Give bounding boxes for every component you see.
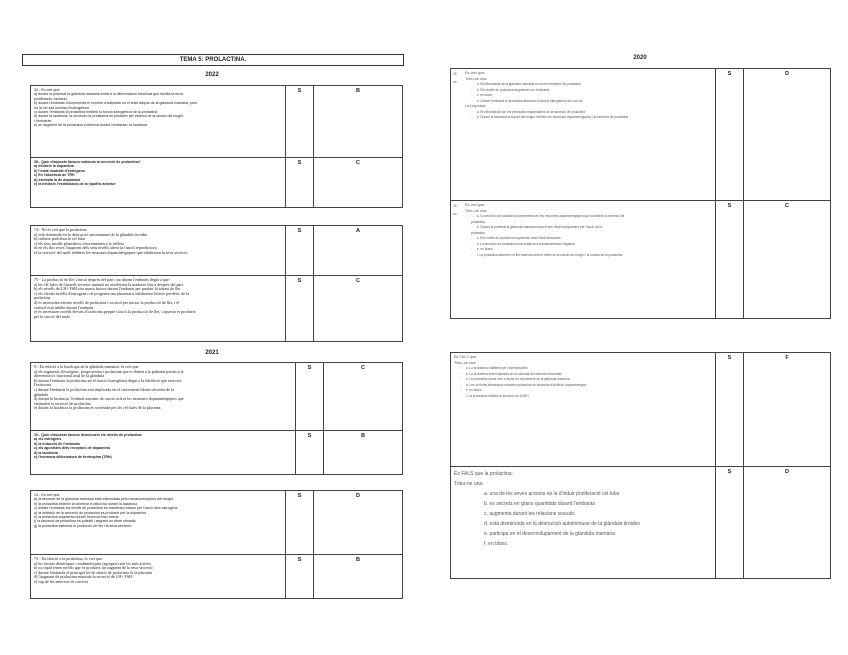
- question-text: [31, 226, 286, 276]
- questions-2020-table-a: [450, 68, 831, 319]
- status-letter: S: [296, 431, 324, 475]
- question-option: d) durant la lactància, la secreció de prolactina es produeix per estímul de la succió del mugró: [34, 114, 184, 119]
- question-row: [31, 276, 403, 342]
- question-option: prolactina: [471, 219, 485, 224]
- question-text: [31, 555, 286, 599]
- question-option: l'oxitocina: [34, 383, 52, 388]
- question-row: [31, 363, 403, 431]
- question-option: d) durant la lactància, l'estímul mecànic de succió activa les neurones dopaminèrgiques que: [34, 397, 184, 402]
- question-option: d) estimula la de dopamina: [34, 177, 81, 182]
- questions-2022-table-a: [30, 85, 403, 208]
- question-option: ○ b. Durant la lactància la succió del mugró inhibeix les neurones dopaminèrgiques i la secreció de prolactina: [465, 115, 712, 121]
- questions-2021-table-a: [30, 362, 403, 475]
- question-option: ○ e. en blanc: [465, 247, 712, 253]
- question-option: b) no ràpid tenen nivells que es produeix un augment de la seva secreció: [34, 566, 153, 571]
- question-option: ○ a. La prolactina s'allibera per l'adenohipòfisi: [454, 366, 712, 372]
- question-stem: És FALS que la prolactina:: [454, 471, 513, 477]
- question-option: ○ a. Els fibroblasts de la glàndula mamària no tenen receptors de prolactina: [465, 82, 712, 88]
- question-option: a) les cèl·lules de l'aparell secretor mamari no assoleixen la madures fins a després del part: [34, 282, 183, 287]
- question-option: d) la lactància: [34, 450, 58, 455]
- question-option: ○ c. La prolactina actua com a factor de creixement de la glàndula mamària: [454, 377, 712, 383]
- question-text: [451, 69, 716, 201]
- question-stem: 9.- En relació a la fisiologia de la glàndula mamària, és cert que:: [34, 365, 140, 369]
- question-option: i l'embaràs: [34, 118, 52, 123]
- answer-letter: D: [314, 491, 403, 555]
- question-option: Trieu-ne una:: [465, 76, 488, 81]
- question-stem: 34.- És cert que:: [34, 88, 61, 92]
- question-option: a) la secreció de la glàndula mamària està estimulada pels mecanoreceptors del mugró: [34, 497, 174, 502]
- question-row: [31, 158, 403, 208]
- questions-2022-table-b: [30, 225, 403, 342]
- question-row: [31, 555, 403, 599]
- question-option: g) la prolactina estimula la producció de llet i la seva secreció: [34, 523, 132, 528]
- status-letter: S: [286, 555, 314, 599]
- question-option: b. es secreta en grans quantitats durant l'embaràs: [484, 501, 596, 507]
- question-row: [31, 431, 403, 475]
- question-option: ○ b. Els nivells de prolactina augmenten en l'embaràs: [465, 88, 712, 94]
- question-row: [451, 467, 831, 579]
- status-letter: S: [296, 363, 324, 431]
- question-text: [31, 431, 296, 475]
- question-text: [451, 467, 716, 579]
- question-option: d) l'augment de prolactina estimula la secreció de LH i FSH: [34, 575, 133, 580]
- answer-letter: D: [744, 69, 831, 201]
- question-option: ○ b. La prolactina està implicada en la cascada del sistema immunitari: [454, 372, 712, 378]
- status-letter: S: [286, 158, 314, 208]
- question-option: ○ a. La secreció de prolactina s'incrementa en les neurones dopaminèrgiques que controlen la secreció de: [465, 214, 712, 220]
- question-option: c. augmenta durant les relacions sexuals: [484, 511, 575, 517]
- question-option: prolactina: [471, 230, 485, 235]
- question-option: La resposta:: [465, 104, 486, 108]
- answer-letter: C: [314, 276, 403, 342]
- question-option: no la cèl·lula luminal d'estrogènica: [34, 105, 89, 110]
- question-option: d) en els dos sexes l'augment dels seus nivells altera la funció reproductora: [34, 246, 157, 251]
- question-option: e) durant la lactància la prolactina és secretada per les cèl·lules de la placenta: [34, 406, 161, 411]
- question-option: c) durant l'embaràs la prolactina inhibeix la funció luteogènica de la prolactina: [34, 110, 158, 115]
- question-option: d) es necessiten elevats nivells de prolactina i cortisol per iniciar la producció de llet, i el: [34, 300, 180, 305]
- question-option: e) la prolactina augmenta durant l'exercici físic intens: [34, 515, 119, 520]
- question-number-tag: sic: [453, 212, 457, 216]
- status-letter: S: [716, 201, 744, 319]
- question-option: c) durant l'embaràs el principal fre de síntesi de prolactina és la placenta: [34, 570, 153, 575]
- question-stem: 10.- Quin d'aquests factors disminueix els nivells de prolactina:: [34, 433, 143, 437]
- question-option: c) els seus nivells plasmàtics s'incrementen a la vellesa: [34, 241, 124, 246]
- questions-2021-table-b: [30, 490, 403, 599]
- answer-letter: A: [314, 226, 403, 276]
- question-option: f. en blanc: [484, 541, 508, 547]
- answer-letter: B: [314, 555, 403, 599]
- status-letter: S: [286, 276, 314, 342]
- question-row: [451, 201, 831, 319]
- status-letter: S: [716, 353, 744, 467]
- question-option: e. participa en el desenvolupament de la glàndula mamària: [484, 531, 615, 537]
- question-option: b) la inducció de l'embaràs: [34, 441, 80, 446]
- year-2020-label: 2020: [633, 55, 647, 61]
- question-option: a. una de les seves accions és la d'induir proliferació cel·lular: [484, 491, 620, 497]
- question-text: [31, 158, 286, 208]
- question-option: per la succió del nadó: [34, 314, 70, 319]
- question-option: a) està dominada en la destrucció autoimmune de la glàndula tiroides: [34, 232, 148, 237]
- question-text: [31, 363, 296, 431]
- question-number-tag: 35: [453, 204, 457, 208]
- page-title: TEMA 5: PROLACTINA.: [22, 54, 404, 66]
- question-option: e) es necessiten nivells elevats d'oxitocina perquè s'iniciï la producció de llet, i aquesta es produeix: [34, 310, 196, 315]
- question-text: [31, 276, 286, 342]
- question-option: c) els agonistes dels receptors de dopamina: [34, 446, 110, 451]
- question-number-tag: 38: [453, 72, 457, 76]
- question-row: [451, 69, 831, 201]
- answer-letter: C: [314, 158, 403, 208]
- question-option: a) els augments d'estrògens, progesterona i prolactina que es donen a la pubertat porten a la: [34, 369, 184, 374]
- question-option: ○ e. en blanc: [454, 388, 712, 394]
- question-stem: 74.- No és cert que la prolactina:: [34, 228, 88, 232]
- question-option: a) els estrògens: [34, 437, 62, 442]
- status-letter: S: [716, 467, 744, 579]
- question-option: glàndula: [34, 392, 49, 397]
- question-option: a) les formes dimèriques i multimèriques (agregats) són les més actives: [34, 561, 151, 566]
- question-option: ○ d. La secreció de prolactina està subjecta a retroalimentació negativa: [465, 242, 712, 248]
- question-stem: És cert que:: [465, 71, 486, 75]
- question-option: b) l'estat modulat d'estrògens: [34, 168, 85, 173]
- question-option: e) l'hormona alliberadora de tirotropina (TRH): [34, 455, 112, 460]
- question-option: ○ d. Les cèl·lules lactotropes secreten prolactina en absència d'inhibició dopaminèrgica: [454, 383, 712, 389]
- question-option: b) durant l'embaràs s'incrementa el nombre d'adipòcits en el teixit adipòs de la glàndula mamària, però: [34, 101, 198, 106]
- answer-letter: C: [324, 363, 403, 431]
- question-option: e) cap de les anteriors és correcta: [34, 579, 89, 584]
- question-option: Trieu-ne una:: [465, 208, 488, 213]
- question-stem: És FALS que:: [454, 355, 478, 359]
- question-option: b) els nivells de LH i FSH són massa baixos durant l'embaràs per produir la síntesi de llet: [34, 287, 181, 292]
- question-text: [451, 201, 716, 319]
- answer-letter: C: [744, 201, 831, 319]
- question-option: c) els elevats nivells d'estrogens i de progesterona placentaris inhibeixen l'efecte perifèric de la: [34, 291, 190, 296]
- question-row: [31, 86, 403, 158]
- status-letter: S: [286, 226, 314, 276]
- question-option: a) Inhibeix la dopamina: [34, 164, 74, 169]
- question-option: diferenciació funcional total de la glàndula: [34, 374, 105, 379]
- question-stem: 73.- En relació a la prolactina, és cert que:: [34, 557, 104, 561]
- question-option: c) En l'absència de TRH: [34, 173, 75, 178]
- question-row: [31, 491, 403, 555]
- question-option: ○ b. Durant la pubertat la glàndula mamària inicia el seu desenvolupament per l'acció de la: [465, 225, 712, 231]
- questions-2020-table-b: [450, 352, 831, 579]
- question-option: ○ a. Els fibroblasts són els principals responsables de la secreció de prolactina: [465, 110, 712, 116]
- answer-letter: B: [314, 86, 403, 158]
- question-row: [451, 353, 831, 467]
- question-option: d. està disminuïda en la destrucció autoimmune de la glàndula tiroides: [484, 521, 640, 527]
- question-option: ○ c. en blanc: [465, 93, 712, 99]
- question-stem: 75.- La producció de llet s'inicia després del part i no durant l'embaràs degut a que:: [34, 278, 170, 282]
- question-option: c) durant l'embaràs els nivells de prolactina es mantenen baixos per l'acció dels estrògens: [34, 506, 178, 511]
- question-text: [31, 491, 286, 555]
- question-stem: És cert que:: [465, 203, 486, 207]
- answer-letter: D: [744, 467, 831, 579]
- question-option: ○ c. Els nivells de prolactina augmenten amb l'edat avançada: [465, 236, 712, 242]
- question-text: [451, 353, 716, 467]
- question-option: a) durant la pubertat la glàndula mamària entra a la diferenciació funcional que facilita la seva: [34, 92, 183, 97]
- status-letter: S: [286, 491, 314, 555]
- question-number-tag: sic: [453, 80, 457, 84]
- answer-letter: F: [744, 353, 831, 467]
- question-text: [31, 86, 286, 158]
- question-option: b) indueix proliferació cel·lular: [34, 237, 86, 242]
- question-option: e) la inhibeix l'estimulació de la hipòfisi anterior: [34, 182, 116, 187]
- question-stem: 35.- Quin d'aquests factors estimula la secreció de prolactina?: [34, 160, 141, 164]
- question-option: b) la prolactina inhibeix la secreció d'oxitocina durant la lactància: [34, 501, 137, 506]
- question-option: e) un augment de la prolactina s'observa durant l'embaràs i la lactància: [34, 123, 148, 128]
- question-option: Trieu-ne una:: [454, 481, 484, 487]
- question-option: prolactina: [34, 296, 51, 301]
- question-option: f) la secreció de prolactina és pulsàtil i segueix un ritme circadià: [34, 519, 136, 524]
- year-2021-label: 2021: [205, 350, 219, 356]
- status-letter: S: [286, 86, 314, 158]
- question-option: ○ f. La prolactina inhibeix la secreció de GnRH: [454, 394, 712, 400]
- question-option: ○ f. La prolactina afavoreix la llet materna amb el reflex de la succió del mugró i la sortida de la prolactina: [465, 253, 712, 259]
- question-option: estimulen la secreció de prolactina: [34, 401, 91, 406]
- year-2022-label: 2022: [205, 72, 219, 78]
- question-option: d) la inhibició de la secreció de prolactina es produeix per la dopamina: [34, 510, 147, 515]
- question-option: cortisol està inhibit durant l'embaràs: [34, 305, 94, 310]
- question-option: e) la secreció del nadó inhibeix les neurones dopaminèrgiques que inhibeixen la seva secreció: [34, 250, 188, 255]
- answer-letter: B: [324, 431, 403, 475]
- question-stem: 13.- És cert que:: [34, 493, 61, 497]
- question-row: [31, 226, 403, 276]
- question-option: c) durant l'embaràs la prolactina està implicada en el creixement lòbulo-alveolar de la: [34, 387, 175, 392]
- question-option: b) durant l'embaràs la prolactina no té funció luteogènica degut a la inhibició que exerceix: [34, 378, 182, 383]
- status-letter: S: [716, 69, 744, 201]
- question-option: Trieu-ne una:: [454, 360, 477, 365]
- question-option: proliferació i lactació: [34, 96, 67, 101]
- question-option: ○ d. Durant l'embaràs la prolactina afavoreix la funció luteogènica del cos luti: [465, 99, 712, 105]
